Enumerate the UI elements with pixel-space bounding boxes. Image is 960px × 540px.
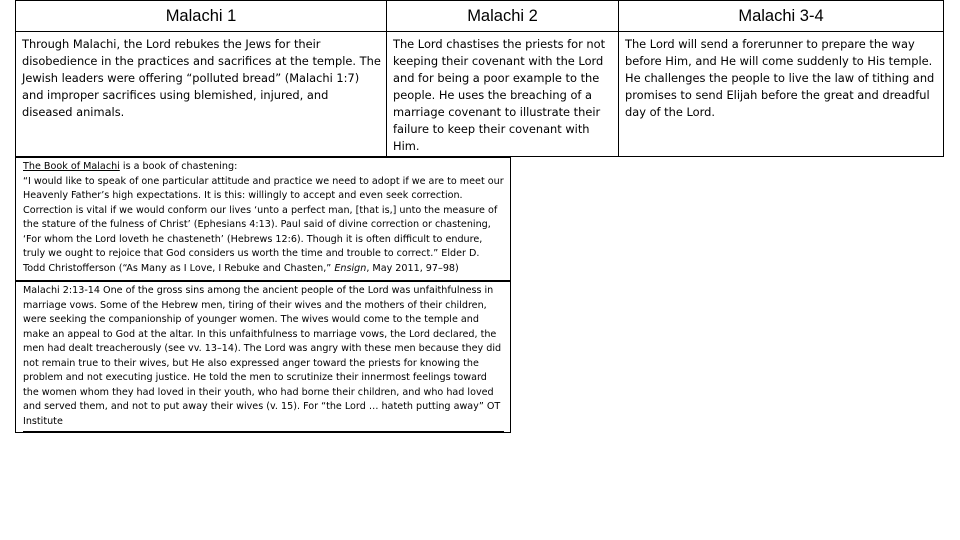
marriage-vows-box: [15, 281, 511, 433]
column-header: Malachi 2: [387, 1, 618, 32]
column-header: Malachi 3-4: [619, 1, 943, 32]
quote-text: “I would like to speak of one particular attitude and practice we need to adopt if we are to meet our Heavenly Father’s high expectations. It is this: willingly to accept and even seek correction. Correction is vital if we would conform our lives ‘unto a perfect man, [that is,] unto the measure of the stature of the fulness of Christ’ (Ephesians 4:13). Paul said of divine correction or chastening, ‘For whom the Lord loveth he chasteneth’ (Hebrews 12:6). Though it is often difficult to endure, truly we ought to rejoice that God considers us worth the time and trouble to correct.” Elder D. Todd Christofferson (“As Many as I Love, I Rebuke and Chasten,”: [23, 175, 504, 274]
book-title: The Book of Malachi: [23, 161, 120, 172]
source-citation: , May 2011, 97–98): [366, 262, 459, 274]
column-malachi-1: [16, 1, 386, 156]
column-body: Through Malachi, the Lord rebukes the Jews for their disobedience in the practices and sacrifices at the temple. The Jewish leaders were offering “polluted bread” (Malachi 1:7) and improper sacrifices using blemished, injured, and diseased animals.: [22, 37, 381, 119]
column-body: The Lord will send a forerunner to prepare the way before Him, and He will come suddenly to His temple. He challenges the people to live the law of tithing and promises to send Elijah before the great and dreadful day of the Lord.: [625, 37, 935, 119]
christofferson-quote: [23, 175, 504, 277]
column-malachi-3-4: [618, 1, 943, 156]
marriage-vows-text: Malachi 2:13-14 One of the gross sins among the ancient people of the Lord was unfaithfulness in marriage vows. Some of the Hebrew men, tiring of their wives and the mothers of their children, were seeking the companionship of younger women. The wives would come to the temple and make an appeal to God at the altar. In this unfaithfulness to marriage vows, the Lord declared, the men had dealt treacherously (see vv. 13–14). The Lord was angry with these men because they did not remain true to their wives, but He also expressed anger toward the priests for knowing the problem and not executing justice. He told the men to scrutinize their innermost feelings toward the women whom they had loved in their youth, who had borne their children, and who had loved and served them, and not to put away their wives (v. 15). For “the Lord … hateth putting away” OT Institute: [23, 284, 504, 432]
book-intro: is a book of chastening:: [122, 161, 238, 172]
chastening-quote-box: [15, 157, 511, 281]
column-body: The Lord chastises the priests for not keeping their covenant with the Lord and for being a poor example to the people. He uses the breaching of a marriage covenant to illustrate their failure to keep their covenant with Him.: [393, 37, 606, 153]
column-header: Malachi 1: [16, 1, 386, 32]
overview-table: [15, 0, 944, 157]
column-malachi-2: [386, 1, 618, 156]
chastening-heading: [23, 160, 504, 175]
source-publication: Ensign: [334, 262, 367, 274]
